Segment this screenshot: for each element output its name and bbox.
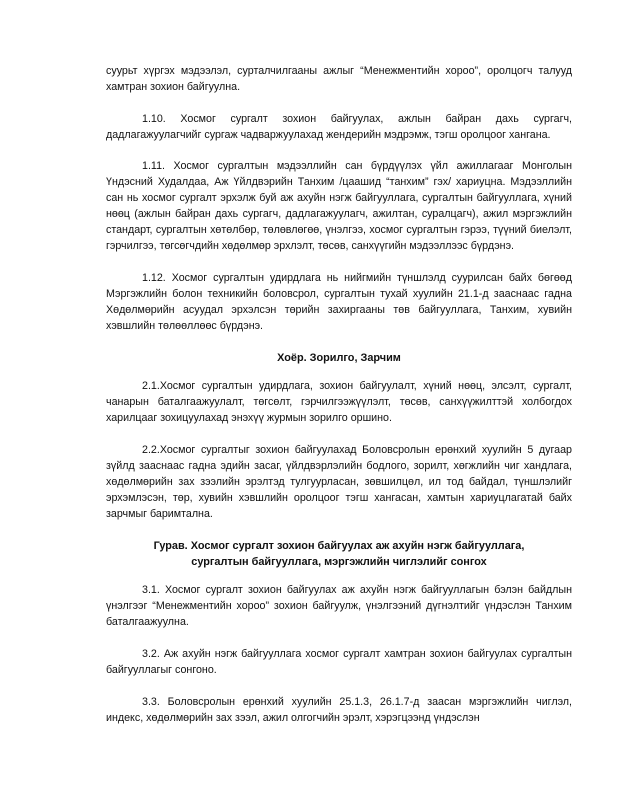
paragraph-continuation: суурьт хүргэх мэдээлэл, сурталчилгааны ажлыг “Менежментийн хороо”, оролцогч талууд хамтран зохион байгуулна. <box>106 65 572 93</box>
paragraph-2-2: 2.2.Хосмог сургалтыг зохион байгуулахад Боловсролын ерөнхий хуулийн 5 дугаар зүйлд зааснаас гадна эдийн засаг, үйлдвэрлэлийн бодлого, зорилт, хөгжлийн чиг хандлага, хөдөлмөрийн зах зээлийн эрэлтэд тулгуурласан, зөвшилцөл, ил тод байдал, түншлэлийг эрхэмлэсэн, төр, хувийн хэвшлийн оролцоог тэгш хангасан, хамтын хариуцлагатай байх зарчмыг баримтална. <box>106 444 572 520</box>
paragraph-3-3: 3.3. Боловсролын ерөнхий хуулийн 25.1.3, 26.1.7-д заасан мэргэжлийн чиглэл, индекс, хөдөлмөрийн зах зээл, ажил олгогчийн эрэлт, хэрэгцээнд үндэслэн <box>106 696 572 724</box>
section-2-heading: Хоёр. Зорилго, Зарчим <box>277 352 401 364</box>
paragraph-1-11: 1.11. Хосмог сургалтын мэдээллийн сан бүрдүүлэх үйл ажиллагааг Монголын Үндэсний Худалдаа, Аж Үйлдвэрийн Танхим /цаашид “танхим” гэх/ хариуцна. Мэдээллийн сан нь хосмог сургалт эрхэлж буй аж ахуйн нэгж байгууллага, сургалтын байгууллага, хүний нөөц (ажлын байран дахь сургагч, дадлагажуулагч, ажилтан, суралцагч), ажил мэргэжлийн стандарт, сургалтын хөтөлбөр, төлөвлөгөө, үнэлгээ, хосмог сургалтын гэрээ, түүний биелэлт, гэрчилгээ, төгсөгчдийн хөдөлмөр эрхлэлт, төсөв, санхүүгийн мэдээллээс бүрдэнэ. <box>106 160 572 252</box>
section-3-heading-line-1: Гурав. Хосмог сургалт зохион байгуулах аж ахуйн нэгж байгууллага, <box>153 540 525 552</box>
paragraph-3-2: 3.2. Аж ахуйн нэгж байгууллага хосмог сургалт хамтран зохион байгуулах сургалтын байгууллагыг сонгоно. <box>106 648 572 676</box>
paragraph-1-10: 1.10. Хосмог сургалт зохион байгуулах, ажлын байран дахь сургагч, дадлагажуулагчийг сургаж чадваржуулахад жендерийн мэдрэмж, тэгш оролцоог хангана. <box>106 113 572 141</box>
document-body <box>106 63 572 742</box>
section-3-heading-line-2: сургалтын байгууллага, мэргэжлийн чиглэлийг сонгох <box>191 556 487 568</box>
paragraph-2-1: 2.1.Хосмог сургалтын удирдлага, зохион байгуулалт, хүний нөөц, элсэлт, сургалт, чанарын баталгаажуулалт, төгсөлт, гэрчилгээжүүлэлт, төсөв, санхүүжилттэй холбогдох харилцааг зохицуулахад энэхүү журмын зорилго оршино. <box>106 380 572 424</box>
paragraph-3-1: 3.1. Хосмог сургалт зохион байгуулах аж ахуйн нэгж байгууллагын бэлэн байдлын үнэлгээг “Менежментийн хороо” зохион байгуулж, үнэлгээний дүгнэлтийг үндэслэн Танхим баталгаажуулна. <box>106 584 572 628</box>
section-3-heading <box>106 538 572 570</box>
paragraph-1-12: 1.12. Хосмог сургалтын удирдлага нь нийгмийн түншлэлд суурилсан байх бөгөөд Мэргэжлийн болон техникийн боловсрол, сургалтын тухай хуулийн 21.1-д зааснаас гадна Хөдөлмөрийн асуудал эрхэлсэн төрийн захиргааны төв байгууллага, Танхим, хувийн хэвшлийн төлөөллөөс бүрдэнэ. <box>106 272 572 332</box>
